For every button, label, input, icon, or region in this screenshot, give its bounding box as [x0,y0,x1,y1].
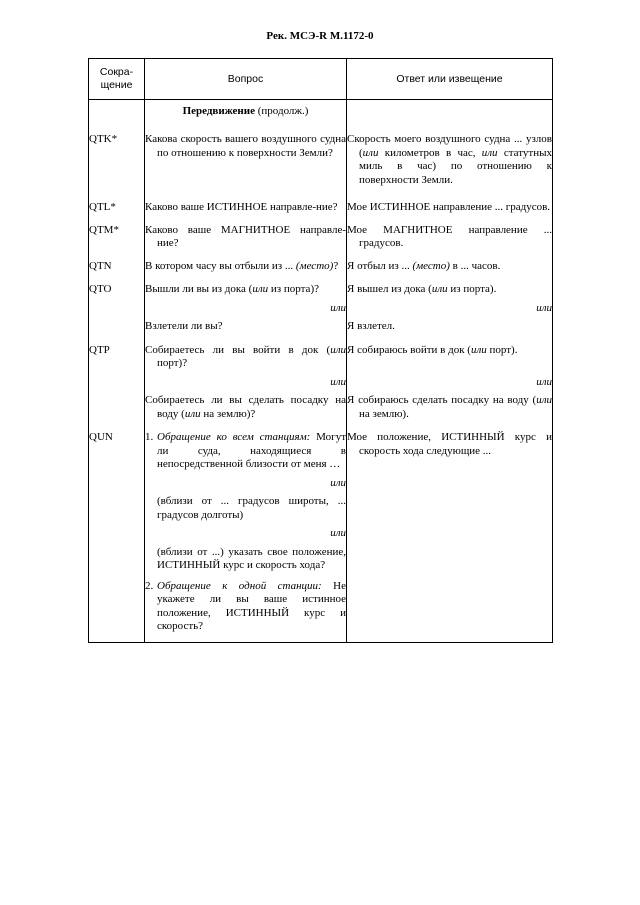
table-row-qun [89,421,553,642]
table-row-qto [89,273,553,334]
question-qtm: Каково ваше МАГНИТНОЕ направле-ние? [145,223,346,249]
page-header: Рек. МСЭ-R M.1172-0 [266,30,374,42]
table-row-qtm [89,215,553,251]
answer-qto-1: Я вышел из дока (или из порта). [347,283,497,295]
or-label: или [536,375,552,388]
q-code-table [88,58,553,643]
column-header-answer: Ответ или извещение [347,59,553,100]
answer-qtl: Мое ИСТИННОЕ направление ... градусов. [347,201,551,213]
answer-qtp-1: Я собираюсь войти в док (или порт). [347,343,518,356]
question-qtn: В котором часу вы отбыли из ... (место)? [145,259,339,272]
or-label: или [330,375,346,388]
or-label: или [330,301,346,314]
code-qtn: QTN [89,251,145,274]
code-qun: QUN [89,421,145,642]
question-qun-variant-1: (вблизи от ... градусов широты, ... градусов долготы) [157,495,346,521]
question-qun-variant-2: (вблизи от ...) указать свое положение, ИСТИННЫЙ курс и скорость хода? [157,545,346,571]
answer-qtk: Скорость моего воздушного судна ... узлов (или километров в час, или статутных миль в час) по отношению к поверхности Земли. [347,133,552,186]
column-header-abbr: Сокра- щение [89,59,145,100]
answer-qun: Мое положение, ИСТИННЫЙ курс и скорость хода следующие ... [347,431,552,457]
question-qto-1: Вышли ли вы из дока (или из порта)? [145,283,319,295]
answer-qtm: Мое МАГНИТНОЕ направление ... градусов. [347,223,552,249]
question-qtp-1: Собираетесь ли вы войти в док (или порт)? [145,343,346,369]
or-label: или [536,301,552,314]
table-row-qtl [89,187,553,215]
or-label: или [330,527,346,539]
or-label: или [330,476,346,489]
question-qun-2: 2. Обращение к одной станции: Не укажете ли вы ваше истинное положение, ИСТИННЫЙ курс и скорость? [145,579,346,632]
answer-qtp-2: Я собираюсь сделать посадку на воду (или на землю). [347,394,552,420]
question-qun-1: 1. Обращение ко всем станциям: Могут ли суда, находящиеся в непосредственной близости от меня … [145,431,347,470]
column-header-question: Вопрос [145,59,347,100]
code-qtl: QTL* [89,187,145,215]
code-qto: QTO [89,273,145,334]
table-row-qtn [89,251,553,274]
question-qtl: Каково ваше ИСТИННОЕ направле-ние? [145,201,338,213]
section-row [89,100,553,126]
section-title: Передвижение (продолж.) [145,100,347,126]
question-qto-2: Взлетели ли вы? [145,320,223,332]
table-row-qtk [89,125,553,187]
code-qtk: QTK* [89,125,145,187]
answer-qtn: Я отбыл из ... (место) в ... часов. [347,259,501,272]
answer-qto-2: Я взлетел. [347,320,395,332]
question-qtp-2: Собираетесь ли вы сделать посадку на воду (или на землю)? [145,394,346,420]
code-qtp: QTP [89,334,145,422]
question-qtk: Какова скорость вашего воздушного судна по отношению к поверхности Земли? [145,133,346,159]
code-qtm: QTM* [89,215,145,251]
table-row-qtp [89,334,553,422]
